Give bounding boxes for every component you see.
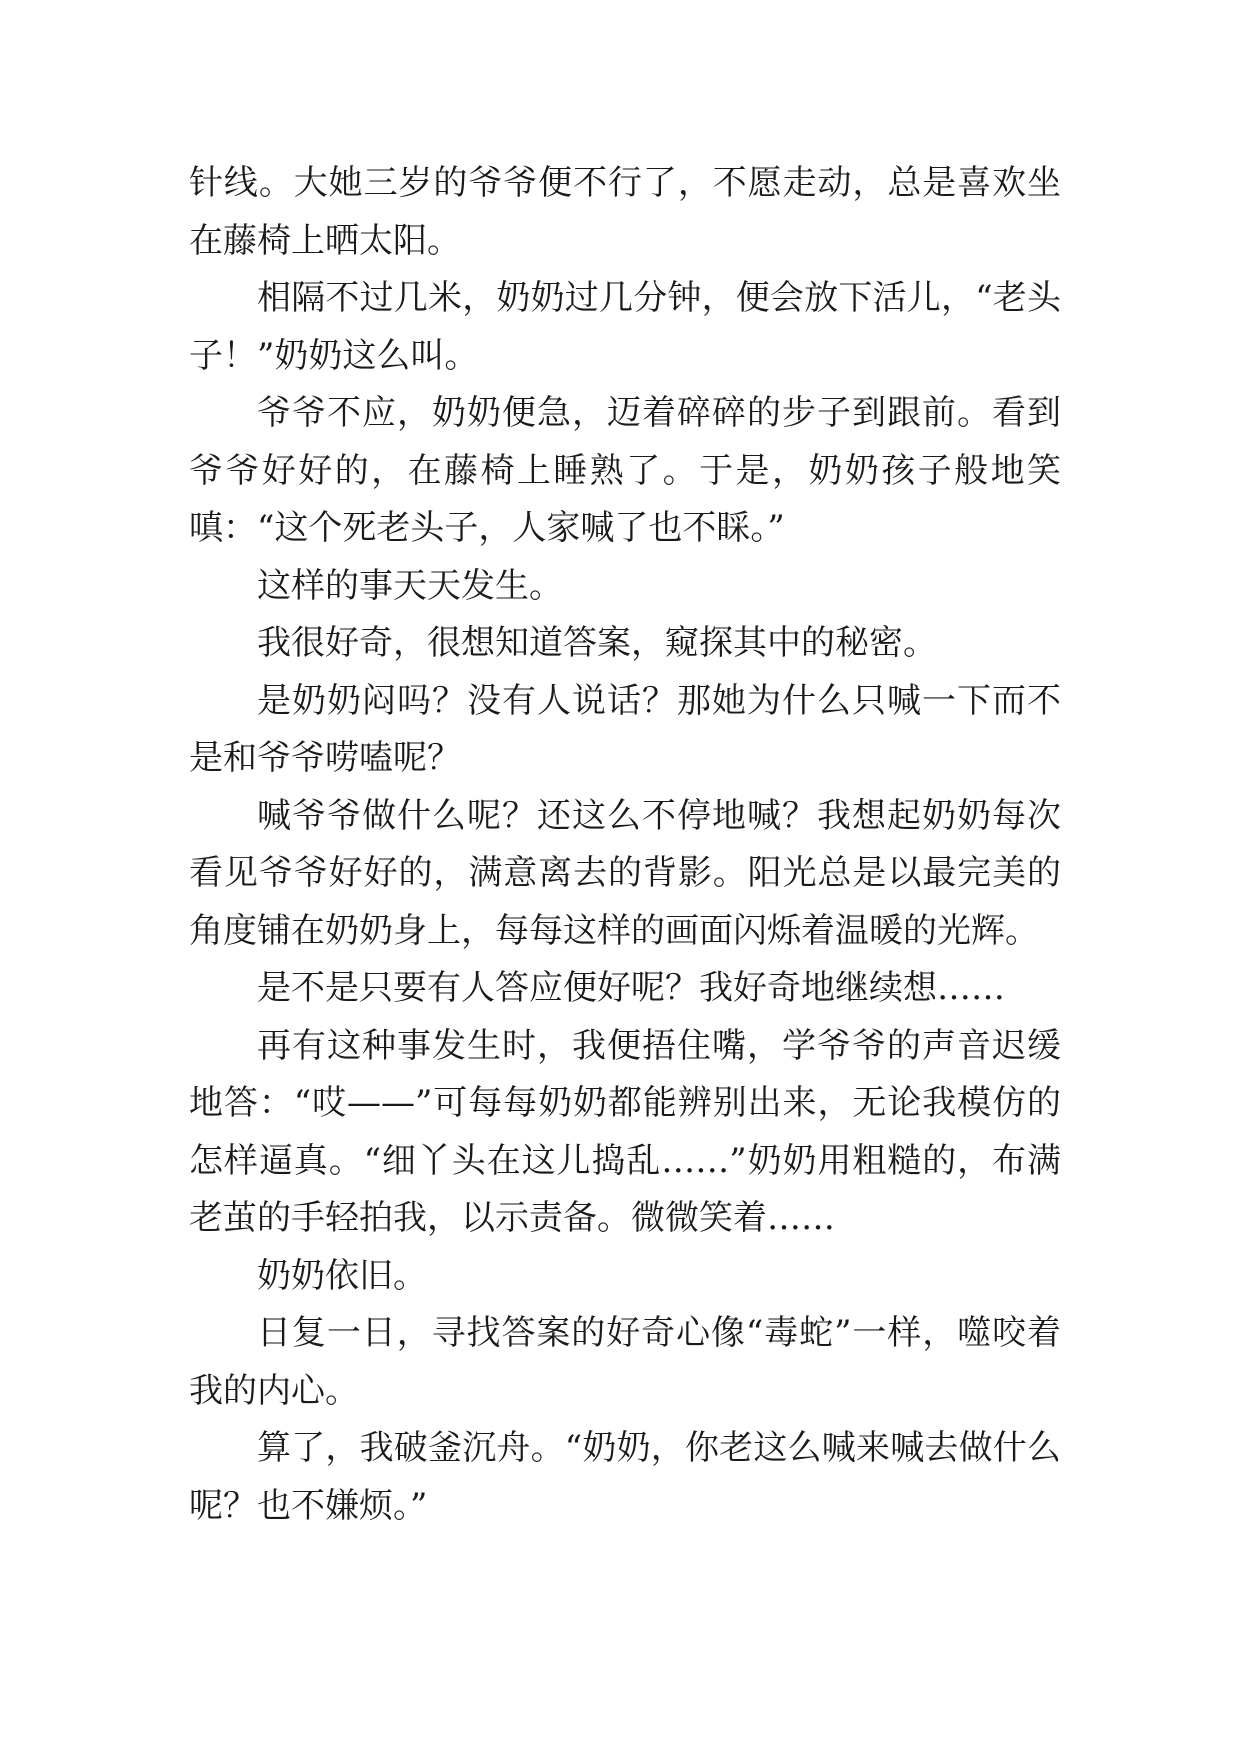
paragraph: 相隔不过几米，奶奶过几分钟，便会放下活儿，“老头子！”奶奶这么叫。: [189, 278, 1061, 376]
body-text: [189, 155, 1061, 1535]
paragraph: 喊爷爷做什么呢？还这么不停地喊？我想起奶奶每次看见爷爷好好的，满意离去的背影。阳光总是以最完美的角度铺在奶奶身上，每每这样的画面闪烁着温暖的光辉。: [189, 795, 1061, 951]
paragraph: 日复一日，寻找答案的好奇心像“毒蛇”一样，噬咬着我的内心。: [189, 1313, 1061, 1411]
paragraph: 是奶奶闷吗？没有人说话？那她为什么只喊一下而不是和爷爷唠嗑呢？: [189, 680, 1061, 778]
paragraph: 再有这种事发生时，我便捂住嘴，学爷爷的声音迟缓地答：“哎——”可每每奶奶都能辨别出来，无论我模仿的怎样逼真。“细丫头在这儿捣乱……”奶奶用粗糙的，布满老茧的手轻拍我，以示责备。微微笑着……: [189, 1025, 1061, 1238]
paragraph: 算了，我破釜沉舟。“奶奶，你老这么喊来喊去做什么呢？也不嫌烦。”: [189, 1428, 1061, 1526]
paragraph: 是不是只要有人答应便好呢？我好奇地继续想……: [257, 968, 1005, 1008]
paragraph: 爷爷不应，奶奶便急，迈着碎碎的步子到跟前。看到爷爷好好的，在藤椅上睡熟了。于是，奶奶孩子般地笑嗔：“这个死老头子，人家喊了也不睬。”: [189, 393, 1061, 548]
paragraph: 这样的事天天发生。: [257, 565, 563, 606]
paragraph: 我很好奇，很想知道答案，窥探其中的秘密。: [257, 623, 937, 663]
paragraph: 针线。大她三岁的爷爷便不行了，不愿走动，总是喜欢坐在藤椅上晒太阳。: [189, 163, 1061, 261]
paragraph: 奶奶依旧。: [257, 1255, 427, 1296]
